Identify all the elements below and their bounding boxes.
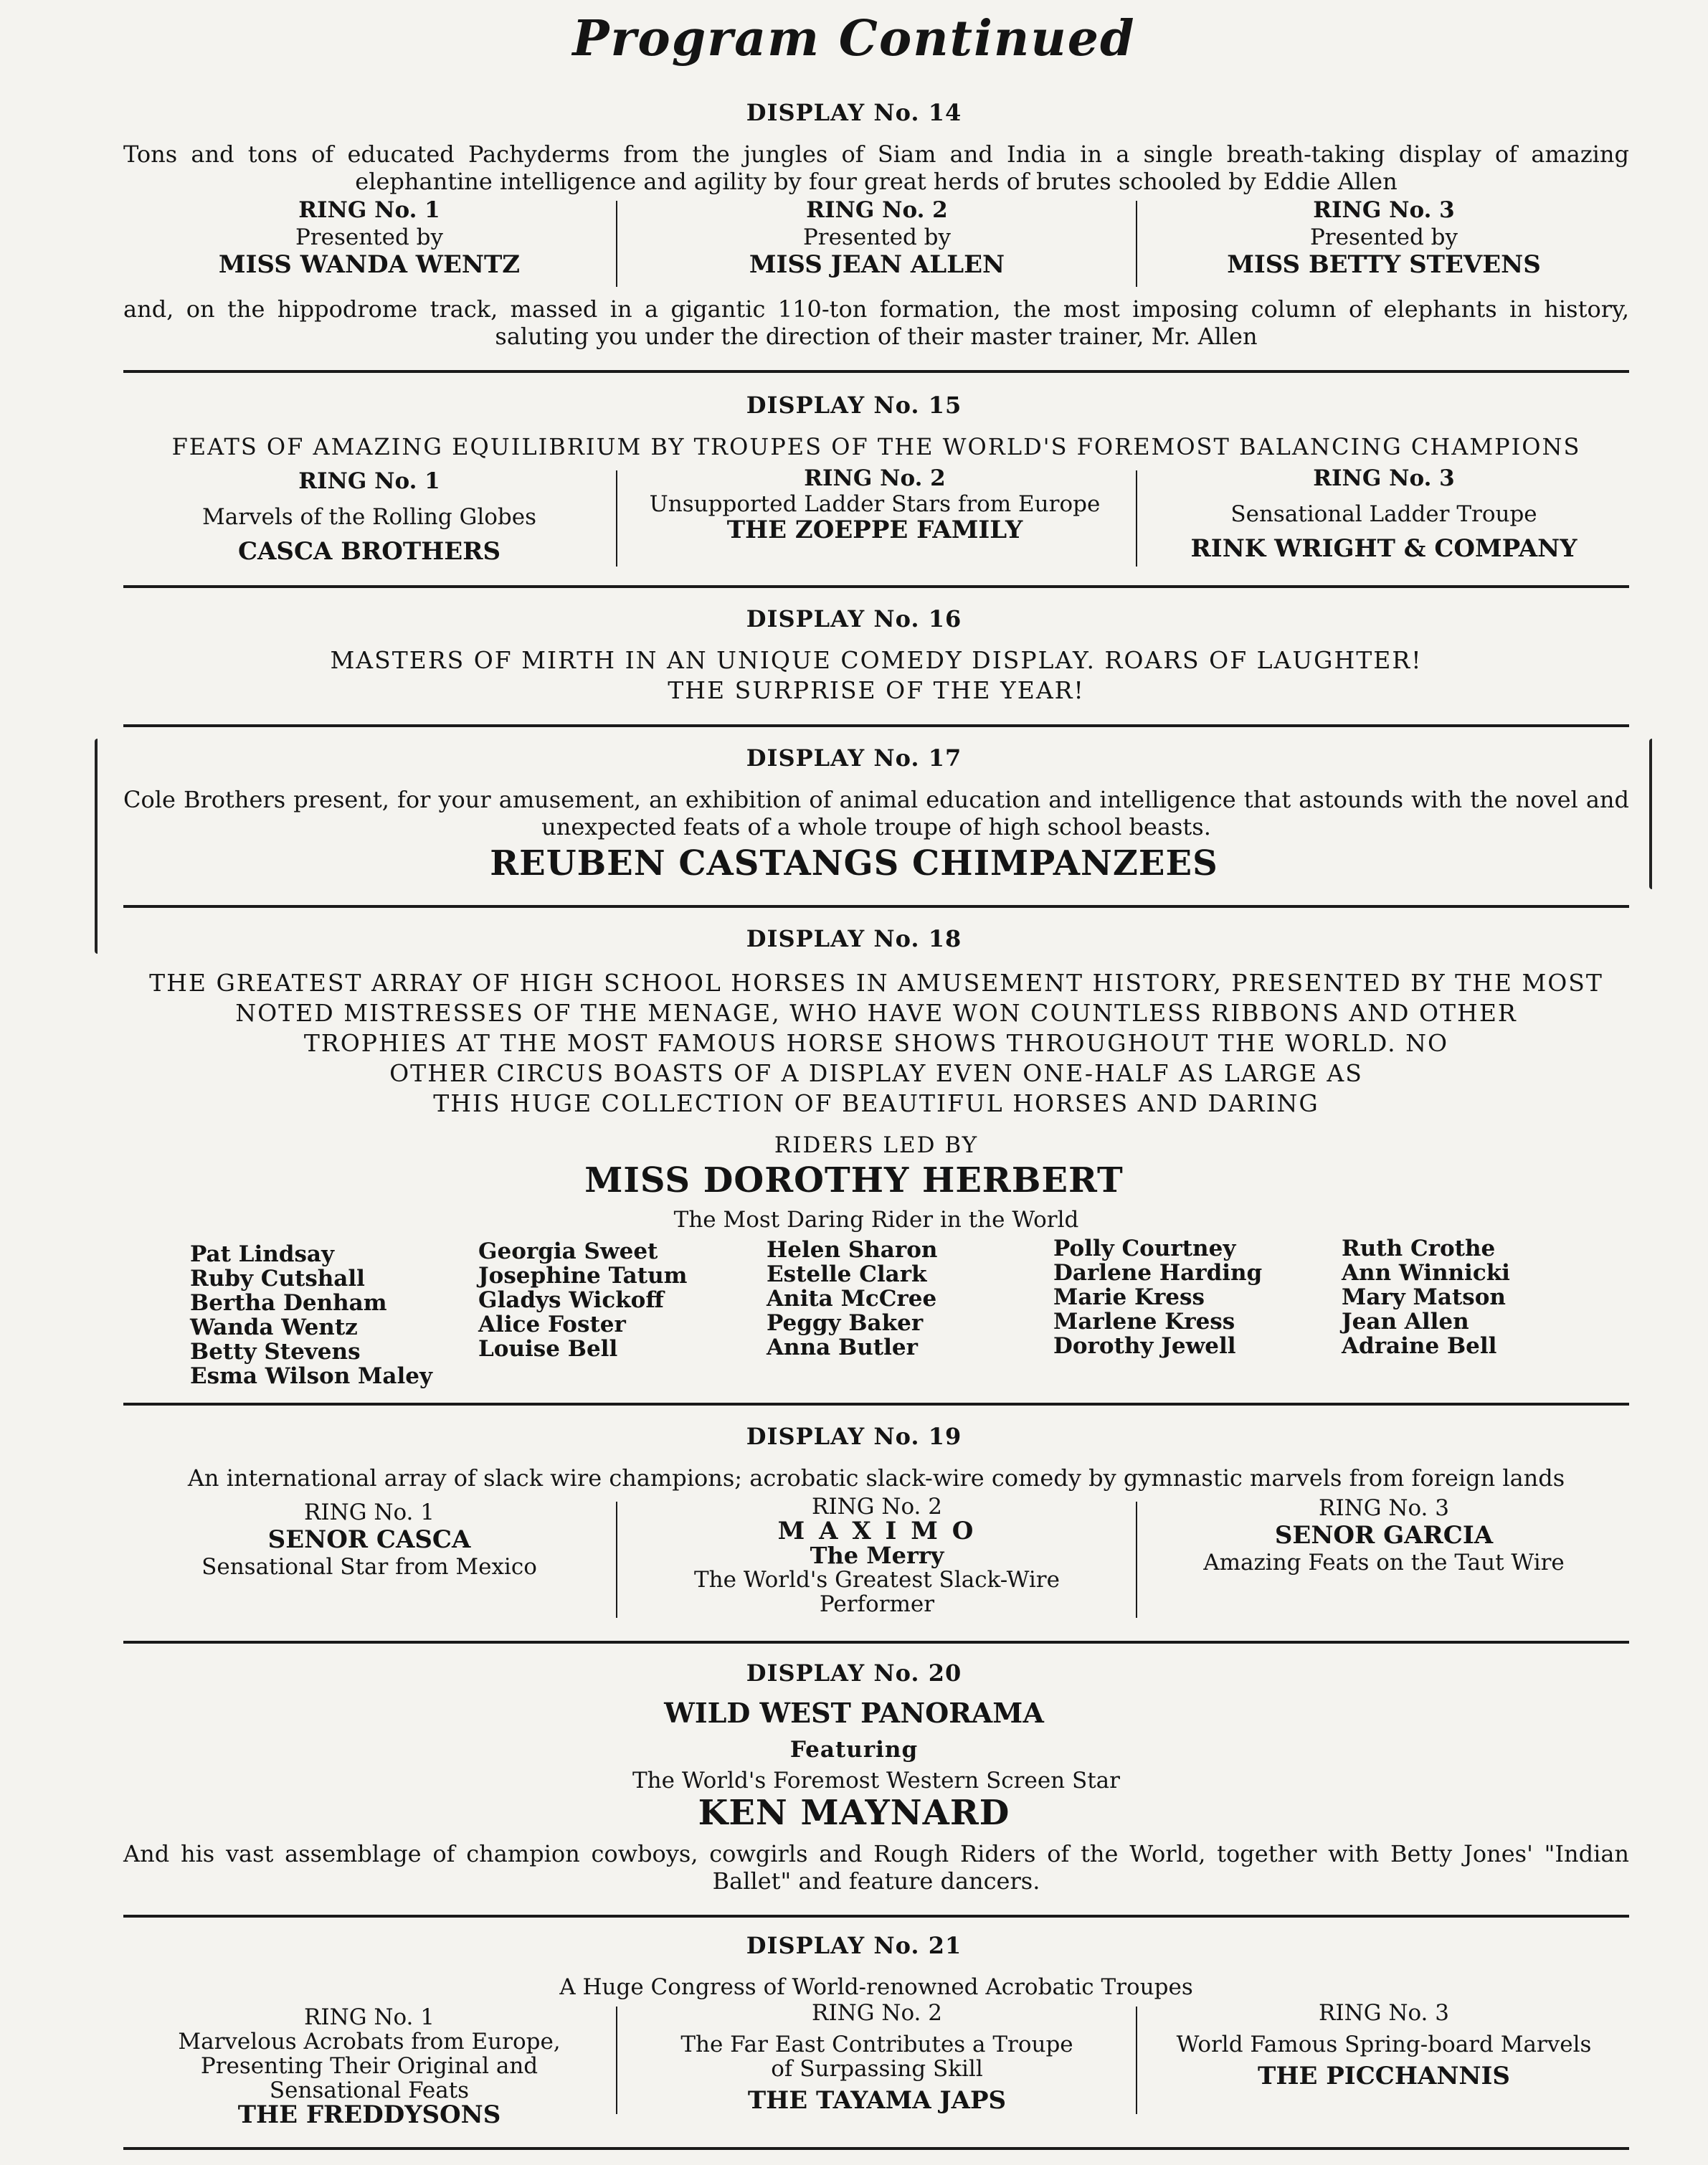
display-15-intro: FEATS OF AMAZING EQUILIBRIUM BY TROUPES OF THE WORLD'S FOREMOST BALANCING CHAMPIONS bbox=[171, 433, 1581, 460]
display-18-heading: DISPLAY No. 18 bbox=[746, 925, 962, 952]
riders-column-5 bbox=[1342, 1236, 1510, 1358]
display-15-heading: DISPLAY No. 15 bbox=[746, 392, 962, 419]
rider-name: Ruth Crothe bbox=[1342, 1236, 1496, 1261]
rider-name: Marlene Kress bbox=[1053, 1309, 1235, 1335]
display-19-heading: DISPLAY No. 19 bbox=[746, 1423, 962, 1450]
display-18-star: MISS DOROTHY HERBERT bbox=[584, 1160, 1124, 1200]
display-14-ring-1 bbox=[123, 196, 615, 278]
divider bbox=[1136, 201, 1137, 287]
ring-label: RING No. 1 bbox=[298, 197, 440, 223]
rider-name: Polly Courtney bbox=[1053, 1236, 1236, 1261]
rider-name: Alice Foster bbox=[478, 1312, 626, 1337]
ring-sub: The World's Greatest Slack-Wire bbox=[694, 1567, 1060, 1593]
display-19-ring-1 bbox=[123, 1499, 615, 1581]
divider bbox=[1136, 2007, 1137, 2114]
display-20-sub: The World's Foremost Western Screen Star bbox=[632, 1768, 1120, 1794]
display-21-heading: DISPLAY No. 21 bbox=[746, 1932, 962, 1959]
display-19-ring-3 bbox=[1139, 1494, 1629, 1576]
riders-column-4 bbox=[1053, 1236, 1262, 1358]
ring-performer: THE FREDDYSONS bbox=[237, 2100, 501, 2129]
ring-sub: Performer bbox=[819, 1591, 935, 1617]
ring-sub: Sensational Star from Mexico bbox=[201, 1554, 537, 1580]
display-17-feature: REUBEN CASTANGS CHIMPANZEES bbox=[490, 843, 1218, 883]
display-20-title: WILD WEST PANORAMA bbox=[664, 1697, 1044, 1729]
divider bbox=[1136, 470, 1137, 567]
display-14-ring-3 bbox=[1139, 196, 1629, 278]
riders-column-2 bbox=[478, 1239, 687, 1361]
section-rule bbox=[123, 1641, 1629, 1644]
ring-performer: MISS BETTY STEVENS bbox=[1227, 250, 1541, 279]
ring-performer: MISS JEAN ALLEN bbox=[749, 250, 1005, 279]
display-20-heading: DISPLAY No. 20 bbox=[746, 1659, 962, 1687]
rider-name: Betty Stevens bbox=[190, 1339, 361, 1365]
ring-label: RING No. 1 bbox=[303, 1500, 435, 1525]
display-18-line-1: THE GREATEST ARRAY OF HIGH SCHOOL HORSES IN AMUSEMENT HISTORY, PRESENTED BY THE MOST bbox=[149, 969, 1603, 997]
ring-sub: The Merry bbox=[810, 1542, 944, 1569]
display-21-intro: A Huge Congress of World-renowned Acrobatic Troupes bbox=[559, 1974, 1193, 2000]
display-18-line-3: TROPHIES AT THE MOST FAMOUS HORSE SHOWS THROUGHOUT THE WORLD. NO bbox=[303, 1029, 1449, 1057]
ring-sub: Marvelous Acrobats from Europe, bbox=[178, 2029, 561, 2055]
ring-sub: Amazing Feats on the Taut Wire bbox=[1203, 1550, 1565, 1576]
divider bbox=[1136, 1502, 1137, 1618]
rider-name: Georgia Sweet bbox=[478, 1238, 658, 1264]
ring-label: RING No. 3 bbox=[1318, 2000, 1449, 2026]
display-18-riders-led-by: RIDERS LED BY bbox=[774, 1132, 979, 1158]
rider-name: Anita McCree bbox=[767, 1286, 937, 1312]
section-rule bbox=[123, 724, 1629, 727]
display-15-ring-2 bbox=[645, 465, 1104, 544]
ring-label: RING No. 3 bbox=[1313, 197, 1455, 223]
ring-sub: The Far East Contributes a Troupe bbox=[680, 2032, 1073, 2057]
rider-name: Ruby Cutshall bbox=[190, 1266, 365, 1292]
rider-name: Wanda Wentz bbox=[190, 1314, 358, 1340]
display-18-line-2: NOTED MISTRESSES OF THE MENAGE, WHO HAVE WON COUNTLESS RIBBONS AND OTHER bbox=[235, 999, 1517, 1027]
display-21-ring-2 bbox=[618, 2001, 1136, 2114]
ring-performer: THE PICCHANNIS bbox=[1258, 2062, 1510, 2090]
rider-name: Gladys Wickoff bbox=[478, 1287, 664, 1313]
display-16-line-1: MASTERS OF MIRTH IN AN UNIQUE COMEDY DISPLAY. ROARS OF LAUGHTER! bbox=[330, 646, 1423, 674]
ring-label: RING No. 3 bbox=[1313, 465, 1455, 491]
ring-sub: World Famous Spring-board Marvels bbox=[1176, 2032, 1592, 2057]
section-rule bbox=[123, 585, 1629, 588]
display-21-ring-1 bbox=[123, 2005, 615, 2127]
ring-performer: CASCA BROTHERS bbox=[237, 537, 501, 566]
ring-sub: Presented by bbox=[1309, 224, 1458, 250]
ring-sub: Presented by bbox=[295, 224, 444, 250]
ring-performer: SENOR CASCA bbox=[267, 1525, 471, 1554]
display-14-intro: Tons and tons of educated Pachyderms from the jungles of Siam and India in a single breath-taking display of amazing elephantine intelligence and agility by four great herds of brutes schooled by Eddie Allen bbox=[123, 141, 1629, 195]
divider bbox=[616, 201, 617, 287]
rider-name: Adraine Bell bbox=[1342, 1333, 1497, 1359]
ring-performer: SENOR GARCIA bbox=[1274, 1521, 1494, 1550]
ring-label: RING No. 2 bbox=[804, 465, 946, 491]
ring-label: RING No. 2 bbox=[806, 197, 948, 223]
section-rule bbox=[123, 370, 1629, 373]
rider-name: Marie Kress bbox=[1053, 1284, 1205, 1310]
section-rule bbox=[123, 2147, 1629, 2150]
ring-sub: Sensational Feats bbox=[269, 2078, 470, 2103]
section-rule bbox=[123, 1403, 1629, 1406]
ring-label: RING No. 3 bbox=[1318, 1495, 1449, 1521]
divider bbox=[616, 1502, 617, 1618]
ring-performer: M A X I M O bbox=[777, 1517, 977, 1545]
display-14-heading: DISPLAY No. 14 bbox=[746, 99, 962, 126]
rider-name: Jean Allen bbox=[1342, 1309, 1469, 1335]
ring-performer: MISS WANDA WENTZ bbox=[218, 250, 521, 279]
display-14-outro: and, on the hippodrome track, massed in a gigantic 110-ton formation, the most imposing column of elephants in history, saluting you under the direction of their master trainer, Mr. Allen bbox=[123, 295, 1629, 350]
display-17-heading: DISPLAY No. 17 bbox=[746, 744, 962, 772]
display-19-intro: An international array of slack wire champions; acrobatic slack-wire comedy by gymnastic marvels from foreign lands bbox=[187, 1464, 1565, 1492]
divider bbox=[616, 470, 617, 567]
ring-label: RING No. 2 bbox=[811, 1494, 942, 1520]
display-17-intro: Cole Brothers present, for your amusement, an exhibition of animal education and intelligence that astounds with the novel and unexpected feats of a whole troupe of high school beasts. bbox=[123, 786, 1629, 840]
display-19-ring-2 bbox=[618, 1494, 1136, 1616]
ring-label: RING No. 1 bbox=[298, 468, 440, 494]
section-rule bbox=[123, 905, 1629, 908]
rider-name: Helen Sharon bbox=[767, 1237, 938, 1263]
riders-column-3 bbox=[767, 1238, 937, 1360]
rider-name: Mary Matson bbox=[1342, 1284, 1506, 1310]
rider-name: Louise Bell bbox=[478, 1336, 618, 1362]
rider-name: Dorothy Jewell bbox=[1053, 1333, 1236, 1359]
page-title: Program Continued bbox=[572, 10, 1136, 67]
ring-sub: Sensational Ladder Troupe bbox=[1230, 501, 1537, 527]
ring-performer: RINK WRIGHT & COMPANY bbox=[1190, 534, 1577, 563]
ring-sub: Presented by bbox=[802, 224, 952, 250]
display-20-featuring: Featuring bbox=[789, 1737, 919, 1763]
riders-column-1 bbox=[190, 1242, 432, 1388]
ring-performer: THE TAYAMA JAPS bbox=[747, 2086, 1007, 2115]
ring-sub: Unsupported Ladder Stars from Europe bbox=[649, 491, 1101, 517]
display-18-line-4: OTHER CIRCUS BOASTS OF A DISPLAY EVEN ONE-HALF AS LARGE AS bbox=[389, 1059, 1363, 1087]
display-16-heading: DISPLAY No. 16 bbox=[746, 605, 962, 633]
rider-name: Josephine Tatum bbox=[478, 1263, 688, 1289]
section-rule bbox=[123, 1915, 1629, 1918]
display-20-desc: And his vast assemblage of champion cowboys, cowgirls and Rough Riders of the World, together with Betty Jones' "Indian Ballet" and feature dancers. bbox=[123, 1840, 1629, 1895]
display-15-ring-1 bbox=[123, 468, 615, 565]
display-20-star: KEN MAYNARD bbox=[698, 1793, 1010, 1833]
divider bbox=[616, 2007, 617, 2114]
ring-label: RING No. 1 bbox=[303, 2004, 435, 2030]
rider-name: Esma Wilson Maley bbox=[190, 1363, 432, 1389]
rider-name: Darlene Harding bbox=[1053, 1260, 1263, 1286]
rider-name: Anna Butler bbox=[767, 1335, 918, 1360]
rider-name: Estelle Clark bbox=[767, 1261, 927, 1287]
rider-name: Pat Lindsay bbox=[190, 1241, 335, 1267]
display-21-ring-3 bbox=[1139, 2001, 1629, 2090]
ring-sub: of Surpassing Skill bbox=[771, 2056, 983, 2082]
display-14-ring-2 bbox=[618, 196, 1136, 278]
display-15-ring-3 bbox=[1139, 465, 1629, 562]
rider-name: Ann Winnicki bbox=[1342, 1260, 1510, 1286]
ring-sub: Marvels of the Rolling Globes bbox=[201, 504, 537, 530]
display-16-line-2: THE SURPRISE OF THE YEAR! bbox=[668, 676, 1085, 704]
rider-name: Peggy Baker bbox=[767, 1310, 924, 1336]
ring-label: RING No. 2 bbox=[811, 2000, 942, 2026]
display-18-star-sub: The Most Daring Rider in the World bbox=[673, 1207, 1079, 1233]
rider-name: Bertha Denham bbox=[190, 1290, 387, 1316]
ring-sub: Presenting Their Original and bbox=[200, 2053, 539, 2079]
display-18-line-5: THIS HUGE COLLECTION OF BEAUTIFUL HORSES AND DARING bbox=[433, 1089, 1319, 1117]
ring-performer: THE ZOEPPE FAMILY bbox=[726, 516, 1023, 544]
